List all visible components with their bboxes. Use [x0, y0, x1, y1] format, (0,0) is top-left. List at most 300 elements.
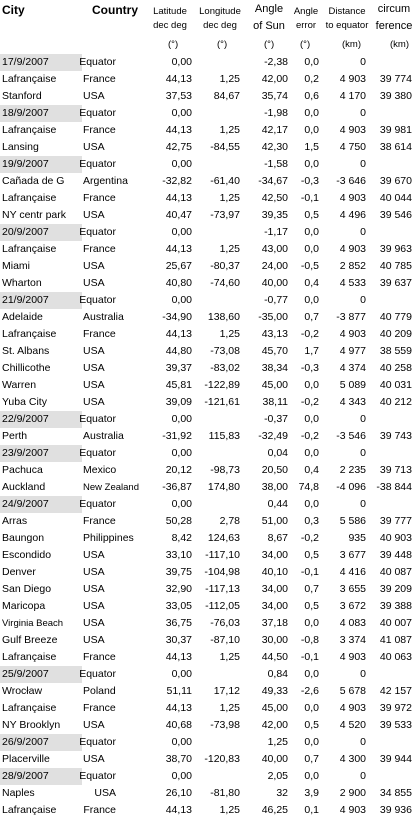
cell-angle: 45,00 — [261, 379, 288, 391]
cell-error: 3,9 — [304, 787, 319, 799]
table-row — [0, 615, 416, 632]
cell-distance: 4 903 — [339, 243, 366, 255]
date-row — [0, 666, 416, 683]
cell-latitude: 20,12 — [165, 464, 192, 476]
cell-distance: 4 903 — [339, 192, 366, 204]
cell-country: Equator — [79, 294, 116, 306]
cell-city: San Diego — [2, 583, 52, 595]
cell-error: 0,0 — [304, 243, 319, 255]
cell-angle: 32 — [276, 787, 288, 799]
cell-country: USA — [83, 141, 105, 153]
cell-latitude: 44,13 — [165, 328, 192, 340]
cell-distance: 4 496 — [339, 209, 366, 221]
cell-country: USA — [83, 362, 105, 374]
cell-longitude: -73,08 — [210, 345, 240, 357]
cell-error: -0,2 — [300, 532, 319, 544]
cell-error: 0,0 — [304, 379, 319, 391]
cell-angle: 46,25 — [261, 804, 288, 816]
cell-error: 0,3 — [304, 515, 319, 527]
cell-longitude: 174,80 — [207, 481, 240, 493]
cell-distance: 4 903 — [339, 702, 366, 714]
cell-city: 19/9/2007 — [0, 156, 82, 173]
cell-latitude: 30,37 — [165, 634, 192, 646]
cell-circumference: 40 031 — [379, 379, 412, 391]
cell-distance: 3 672 — [339, 600, 366, 612]
cell-country: USA — [94, 787, 116, 799]
cell-latitude: 42,75 — [165, 141, 192, 153]
table-row — [0, 258, 416, 275]
table-row — [0, 360, 416, 377]
cell-circumference: 40 007 — [379, 617, 412, 629]
cell-distance: 4 903 — [339, 651, 366, 663]
cell-distance: 0 — [360, 107, 366, 119]
cell-city: Wharton — [2, 277, 42, 289]
cell-longitude: -120,83 — [204, 753, 240, 765]
cell-country: USA — [83, 566, 105, 578]
cell-country: Equator — [79, 107, 116, 119]
cell-circumference: 39 713 — [379, 464, 412, 476]
cell-circumference: 40 903 — [379, 532, 412, 544]
cell-country: USA — [83, 209, 105, 221]
cell-circumference: 39 981 — [379, 124, 412, 136]
cell-distance: 4 903 — [339, 804, 366, 816]
date-row — [0, 411, 416, 428]
cell-angle: 0,84 — [267, 668, 288, 680]
cell-city: 23/9/2007 — [0, 445, 82, 462]
cell-error: 0,0 — [304, 124, 319, 136]
table-row — [0, 598, 416, 615]
cell-city: Lansing — [2, 141, 39, 153]
cell-error: 0,4 — [304, 277, 319, 289]
cell-latitude: -34,90 — [162, 311, 192, 323]
table-header — [0, 0, 416, 54]
cell-distance: 0 — [360, 56, 366, 68]
unit-latitude: (°) — [168, 39, 179, 50]
cell-error: 0,4 — [304, 464, 319, 476]
cell-distance: 935 — [348, 532, 366, 544]
cell-angle: 0,04 — [267, 447, 288, 459]
cell-country: Australia — [83, 430, 124, 442]
cell-country: Mexico — [83, 464, 117, 476]
cell-latitude: 0,00 — [171, 107, 192, 119]
table-row — [0, 530, 416, 547]
table-row — [0, 241, 416, 258]
cell-distance: 3 374 — [339, 634, 366, 646]
cell-city: Lafrançaise — [2, 73, 57, 85]
cell-longitude: 17,12 — [213, 685, 240, 697]
cell-latitude: 44,13 — [165, 73, 192, 85]
cell-latitude: 51,11 — [166, 685, 192, 697]
cell-latitude: 44,13 — [165, 651, 192, 663]
cell-angle: -0,77 — [264, 294, 288, 306]
cell-country: USA — [83, 260, 105, 272]
cell-distance: 0 — [360, 294, 366, 306]
unit-circumference: (km) — [390, 39, 409, 50]
cell-country: France — [83, 328, 116, 340]
cell-circumference: 39 963 — [379, 243, 412, 255]
cell-angle: -32,49 — [258, 430, 288, 442]
cell-distance: -3 546 — [336, 430, 366, 442]
cell-distance: 2 852 — [339, 260, 366, 272]
cell-country: France — [83, 515, 116, 527]
table-row — [0, 479, 416, 496]
cell-city: Placerville — [2, 753, 50, 765]
cell-latitude: 40,68 — [165, 719, 192, 731]
cell-distance: 5 586 — [339, 515, 366, 527]
cell-country: Equator — [79, 770, 116, 782]
cell-angle: -0,37 — [264, 413, 288, 425]
unit-distance: (km) — [342, 39, 361, 50]
cell-distance: 4 903 — [339, 328, 366, 340]
cell-circumference: 42 157 — [379, 685, 412, 697]
table-row — [0, 717, 416, 734]
cell-longitude: 1,25 — [219, 702, 240, 714]
cell-error: -0,1 — [300, 192, 319, 204]
cell-country: France — [83, 124, 116, 136]
table-row — [0, 802, 416, 819]
cell-angle: 0,44 — [267, 498, 288, 510]
cell-error: -0,1 — [300, 651, 319, 663]
cell-longitude: -87,10 — [210, 634, 240, 646]
date-row — [0, 292, 416, 309]
cell-city: 22/9/2007 — [0, 411, 82, 428]
cell-city: NY centr park — [2, 209, 66, 221]
cell-error: 74,8 — [298, 481, 319, 493]
cell-angle: 40,00 — [261, 753, 288, 765]
table-row — [0, 343, 416, 360]
table-row — [0, 700, 416, 717]
date-row — [0, 54, 416, 71]
cell-angle: 40,00 — [261, 277, 288, 289]
date-row — [0, 105, 416, 122]
header-latitude: Latitude dec deg — [153, 6, 187, 31]
cell-city: Lafrançaise — [2, 243, 57, 255]
cell-angle: 37,18 — [261, 617, 288, 629]
header-angle: Angle of Sun — [253, 3, 285, 32]
cell-country: France — [83, 804, 116, 816]
cell-latitude: -32,82 — [162, 175, 192, 187]
cell-latitude: 8,42 — [171, 532, 192, 544]
cell-latitude: 40,80 — [165, 277, 192, 289]
cell-error: 0,2 — [304, 73, 319, 85]
cell-country: USA — [83, 753, 105, 765]
cell-latitude: 44,13 — [165, 192, 192, 204]
table-row — [0, 683, 416, 700]
table-row — [0, 122, 416, 139]
cell-error: 0,0 — [304, 498, 319, 510]
cell-latitude: 0,00 — [171, 56, 192, 68]
cell-longitude: 115,83 — [208, 430, 240, 442]
cell-distance: 4 083 — [339, 617, 366, 629]
cell-city: Gulf Breeze — [2, 634, 58, 646]
cell-error: 0,1 — [304, 804, 319, 816]
cell-city: 20/9/2007 — [0, 224, 82, 241]
cell-city: Lafrançaise — [2, 804, 57, 816]
cell-distance: -4 096 — [336, 481, 366, 493]
cell-latitude: 44,13 — [165, 243, 192, 255]
cell-angle: 45,00 — [261, 702, 288, 714]
cell-country: France — [83, 651, 116, 663]
cell-longitude: -98,73 — [210, 464, 240, 476]
header-country: Country — [92, 3, 138, 17]
cell-circumference: 39 380 — [379, 90, 412, 102]
cell-angle: 1,25 — [267, 736, 288, 748]
cell-distance: 0 — [360, 226, 366, 238]
cell-error: -0,5 — [300, 260, 319, 272]
cell-circumference: 39 936 — [379, 804, 412, 816]
cell-angle: 51,00 — [261, 515, 288, 527]
table-row — [0, 547, 416, 564]
cell-latitude: 0,00 — [171, 413, 192, 425]
cell-longitude: -117,13 — [205, 583, 240, 595]
cell-city: 24/9/2007 — [0, 496, 82, 513]
table-row — [0, 394, 416, 411]
cell-distance: 0 — [360, 668, 366, 680]
cell-angle: 49,33 — [261, 685, 288, 697]
cell-angle: -1,58 — [264, 158, 288, 170]
cell-distance: 4 520 — [339, 719, 366, 731]
cell-longitude: 1,25 — [219, 243, 240, 255]
table-row — [0, 581, 416, 598]
cell-angle: 30,00 — [261, 634, 288, 646]
cell-country: Australia — [83, 311, 124, 323]
cell-error: 0,0 — [304, 107, 319, 119]
cell-distance: 3 655 — [339, 583, 366, 595]
cell-country: France — [83, 243, 116, 255]
cell-latitude: 50,28 — [165, 515, 192, 527]
cell-country: USA — [83, 634, 105, 646]
cell-distance: 2 900 — [339, 787, 366, 799]
cell-circumference: 40 063 — [379, 651, 412, 663]
cell-error: 1,5 — [304, 141, 319, 153]
cell-error: 0,0 — [304, 447, 319, 459]
cell-error: 0,0 — [304, 413, 319, 425]
cell-latitude: 44,13 — [165, 124, 192, 136]
date-row — [0, 496, 416, 513]
cell-latitude: 32,90 — [165, 583, 192, 595]
cell-country: USA — [83, 345, 105, 357]
table-row — [0, 88, 416, 105]
cell-longitude: -122,89 — [204, 379, 240, 391]
date-row — [0, 156, 416, 173]
cell-error: 0,7 — [304, 753, 319, 765]
table-row — [0, 564, 416, 581]
cell-longitude: -73,98 — [210, 719, 240, 731]
cell-angle: 20,50 — [261, 464, 288, 476]
cell-country: France — [83, 702, 116, 714]
cell-angle: -1,17 — [264, 226, 288, 238]
cell-circumference: 39 388 — [379, 600, 412, 612]
cell-circumference: 41 087 — [379, 634, 412, 646]
cell-distance: 4 300 — [339, 753, 366, 765]
cell-latitude: 38,70 — [165, 753, 192, 765]
table-row — [0, 190, 416, 207]
cell-circumference: 39 774 — [379, 73, 412, 85]
cell-angle: 34,00 — [261, 549, 288, 561]
cell-distance: 4 750 — [339, 141, 366, 153]
cell-angle: 42,00 — [261, 719, 288, 731]
unit-error: (°) — [300, 39, 311, 50]
cell-country: Poland — [83, 685, 116, 697]
cell-city: Miami — [2, 260, 30, 272]
cell-country: France — [83, 73, 116, 85]
cell-distance: 0 — [360, 498, 366, 510]
cell-country: Equator — [79, 158, 116, 170]
cell-city: Lafrançaise — [2, 124, 57, 136]
cell-angle: -2,38 — [264, 56, 288, 68]
cell-latitude: 33,05 — [165, 600, 192, 612]
cell-longitude: -81,80 — [210, 787, 240, 799]
cell-error: 0,7 — [304, 311, 319, 323]
cell-country: USA — [83, 719, 105, 731]
table-row — [0, 632, 416, 649]
cell-circumference: 39 448 — [379, 549, 412, 561]
cell-distance: 4 416 — [339, 566, 366, 578]
cell-angle: -34,67 — [258, 175, 288, 187]
table-row — [0, 326, 416, 343]
cell-latitude: 44,13 — [165, 804, 192, 816]
cell-angle: 42,30 — [261, 141, 288, 153]
cell-angle: 42,50 — [261, 192, 288, 204]
cell-longitude: -83,02 — [210, 362, 240, 374]
table-row — [0, 513, 416, 530]
cell-angle: 39,35 — [261, 209, 288, 221]
cell-circumference: 40 087 — [379, 566, 412, 578]
cell-distance: 5 678 — [339, 685, 366, 697]
table-body — [0, 54, 416, 819]
cell-longitude: 1,25 — [219, 804, 240, 816]
date-row — [0, 734, 416, 751]
cell-city: 25/9/2007 — [0, 666, 82, 683]
cell-circumference: 39 777 — [379, 515, 412, 527]
table-row — [0, 649, 416, 666]
cell-longitude: -76,03 — [210, 617, 240, 629]
cell-error: 0,0 — [304, 294, 319, 306]
cell-longitude: 84,67 — [213, 90, 240, 102]
cell-error: 0,0 — [304, 668, 319, 680]
cell-city: Virginia Beach — [2, 618, 64, 629]
cell-country: Equator — [79, 413, 116, 425]
cell-city: Wrocław — [2, 685, 43, 697]
cell-distance: 0 — [360, 736, 366, 748]
cell-longitude: -84,55 — [210, 141, 240, 153]
cell-error: 0,0 — [304, 736, 319, 748]
cell-circumference: 39 637 — [379, 277, 412, 289]
cell-error: 0,5 — [304, 549, 319, 561]
cell-error: 0,6 — [304, 90, 319, 102]
cell-city: Arras — [2, 515, 28, 527]
unit-longitude: (°) — [217, 39, 228, 50]
cell-distance: 3 677 — [339, 549, 366, 561]
cell-distance: 0 — [360, 413, 366, 425]
cell-city: Cañada de G — [2, 175, 65, 187]
cell-distance: 0 — [360, 158, 366, 170]
cell-country: France — [83, 192, 116, 204]
cell-latitude: 37,53 — [165, 90, 192, 102]
cell-city: Lafrançaise — [2, 192, 57, 204]
cell-city: Lafrançaise — [2, 328, 57, 340]
cell-error: -0,8 — [300, 634, 319, 646]
cell-distance: 2 235 — [339, 464, 366, 476]
cell-circumference: 39 944 — [379, 753, 412, 765]
cell-latitude: 39,37 — [165, 362, 192, 374]
cell-latitude: -36,87 — [162, 481, 192, 493]
cell-latitude: 39,09 — [165, 396, 192, 408]
cell-city: Stanford — [2, 90, 42, 102]
table-row — [0, 139, 416, 156]
cell-latitude: 33,10 — [165, 549, 192, 561]
table-row — [0, 71, 416, 88]
cell-distance: 4 903 — [339, 73, 366, 85]
cell-latitude: 0,00 — [171, 226, 192, 238]
cell-distance: 4 170 — [339, 90, 366, 102]
cell-city: Auckland — [2, 481, 46, 493]
cell-angle: 38,00 — [261, 481, 288, 493]
date-row — [0, 768, 416, 785]
cell-circumference: 40 209 — [379, 328, 412, 340]
cell-city: Naples — [2, 787, 35, 799]
date-row — [0, 445, 416, 462]
cell-city: Escondido — [2, 549, 52, 561]
cell-latitude: 26,10 — [165, 787, 192, 799]
cell-distance: 4 977 — [339, 345, 366, 357]
cell-angle: 38,11 — [262, 396, 288, 408]
cell-angle: -1,98 — [264, 107, 288, 119]
table-row — [0, 751, 416, 768]
cell-city: Adelaide — [2, 311, 43, 323]
cell-longitude: 1,25 — [219, 124, 240, 136]
cell-country: USA — [83, 90, 105, 102]
cell-city: Pachuca — [2, 464, 43, 476]
cell-circumference: 39 209 — [379, 583, 412, 595]
cell-circumference: 39 533 — [379, 719, 412, 731]
cell-angle: 42,00 — [261, 73, 288, 85]
table-row — [0, 173, 416, 190]
cell-longitude: 2,78 — [219, 515, 240, 527]
cell-country: Equator — [79, 668, 116, 680]
table-row — [0, 785, 416, 802]
cell-city: Maricopa — [2, 600, 46, 612]
table-row — [0, 462, 416, 479]
cell-latitude: 36,75 — [165, 617, 192, 629]
cell-longitude: -80,37 — [210, 260, 240, 272]
cell-city: 18/9/2007 — [0, 105, 82, 122]
cell-error: -0,2 — [300, 396, 319, 408]
cell-city: Perth — [2, 430, 28, 442]
cell-angle: 2,05 — [267, 770, 288, 782]
cell-angle: 34,00 — [261, 583, 288, 595]
cell-distance: -3 646 — [336, 175, 366, 187]
cell-longitude: -104,98 — [204, 566, 240, 578]
cell-circumference: 39 546 — [379, 209, 412, 221]
cell-city: 26/9/2007 — [0, 734, 82, 751]
cell-country: New Zealand — [83, 482, 139, 493]
cell-error: 0,0 — [304, 226, 319, 238]
cell-distance: 0 — [360, 447, 366, 459]
cell-distance: 4 374 — [339, 362, 366, 374]
cell-country: Argentina — [83, 175, 128, 187]
table-row — [0, 377, 416, 394]
cell-distance: -3 877 — [336, 311, 366, 323]
cell-distance: 4 533 — [339, 277, 366, 289]
cell-latitude: 0,00 — [171, 158, 192, 170]
cell-latitude: 44,13 — [165, 702, 192, 714]
cell-error: 0,0 — [304, 770, 319, 782]
cell-latitude: 0,00 — [171, 770, 192, 782]
cell-circumference: 38 614 — [379, 141, 412, 153]
cell-longitude: 138,60 — [207, 311, 240, 323]
cell-error: 0,0 — [304, 158, 319, 170]
